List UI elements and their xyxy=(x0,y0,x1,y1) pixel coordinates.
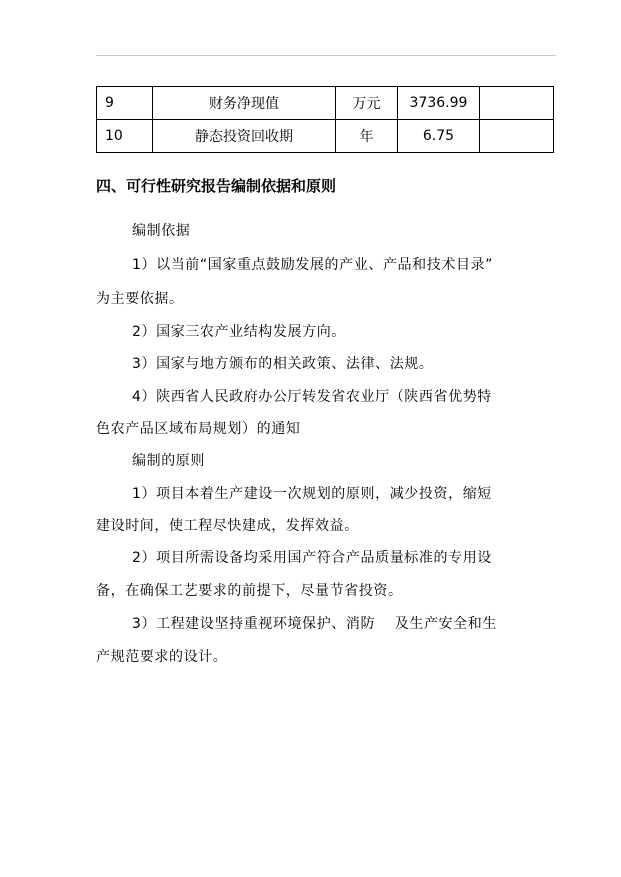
page-header-rule xyxy=(96,55,556,56)
section-heading: 四、可行性研究报告编制依据和原则 xyxy=(96,177,337,195)
row-number: 10 xyxy=(97,120,153,153)
table-row xyxy=(97,120,554,153)
principle-item-2-cont: 备，在确保工艺要求的前提下，尽量节省投资。 xyxy=(96,583,403,599)
indicator-value: 3736.99 xyxy=(398,87,480,120)
principle-item-3-cont: 产规范要求的设计。 xyxy=(96,649,228,665)
indicator-unit: 年 xyxy=(336,120,398,153)
indicator-value: 6.75 xyxy=(398,120,480,153)
principle-item-1: 1）项目本着生产建设一次规划的原则，减少投资，缩短 xyxy=(132,486,492,502)
basis-item-3: 3）国家与地方颁布的相关政策、法律、法规。 xyxy=(132,356,434,372)
basis-item-1: 1）以当前“国家重点鼓励发展的产业、产品和技术目录” xyxy=(132,257,494,273)
basis-item-2: 2）国家三农产业结构发展方向。 xyxy=(132,324,346,340)
basis-item-4: 4）陕西省人民政府办公厅转发省农业厅（陕西省优势特 xyxy=(132,389,492,405)
principle-item-3: 3）工程建设坚持重视环境保护、消防 及生产安全和生 xyxy=(132,616,497,632)
indicator-name: 财务净现值 xyxy=(153,87,336,120)
principle-item-1-cont: 建设时间，使工程尽快建成，发挥效益。 xyxy=(96,518,359,534)
basis-item-1-cont: 为主要依据。 xyxy=(96,291,184,307)
subheading-basis: 编制依据 xyxy=(132,223,191,239)
basis-item-4-cont: 色农产品区域布局规划）的通知 xyxy=(96,421,301,437)
principle-item-2: 2）项目所需设备均采用国产符合产品质量标准的专用设 xyxy=(132,550,492,566)
indicator-note xyxy=(480,120,554,153)
subheading-principles: 编制的原则 xyxy=(132,453,205,469)
table-row xyxy=(97,87,554,120)
row-number: 9 xyxy=(97,87,153,120)
summary-table xyxy=(96,86,554,153)
indicator-note xyxy=(480,87,554,120)
indicator-name: 静态投资回收期 xyxy=(153,120,336,153)
indicator-unit: 万元 xyxy=(336,87,398,120)
